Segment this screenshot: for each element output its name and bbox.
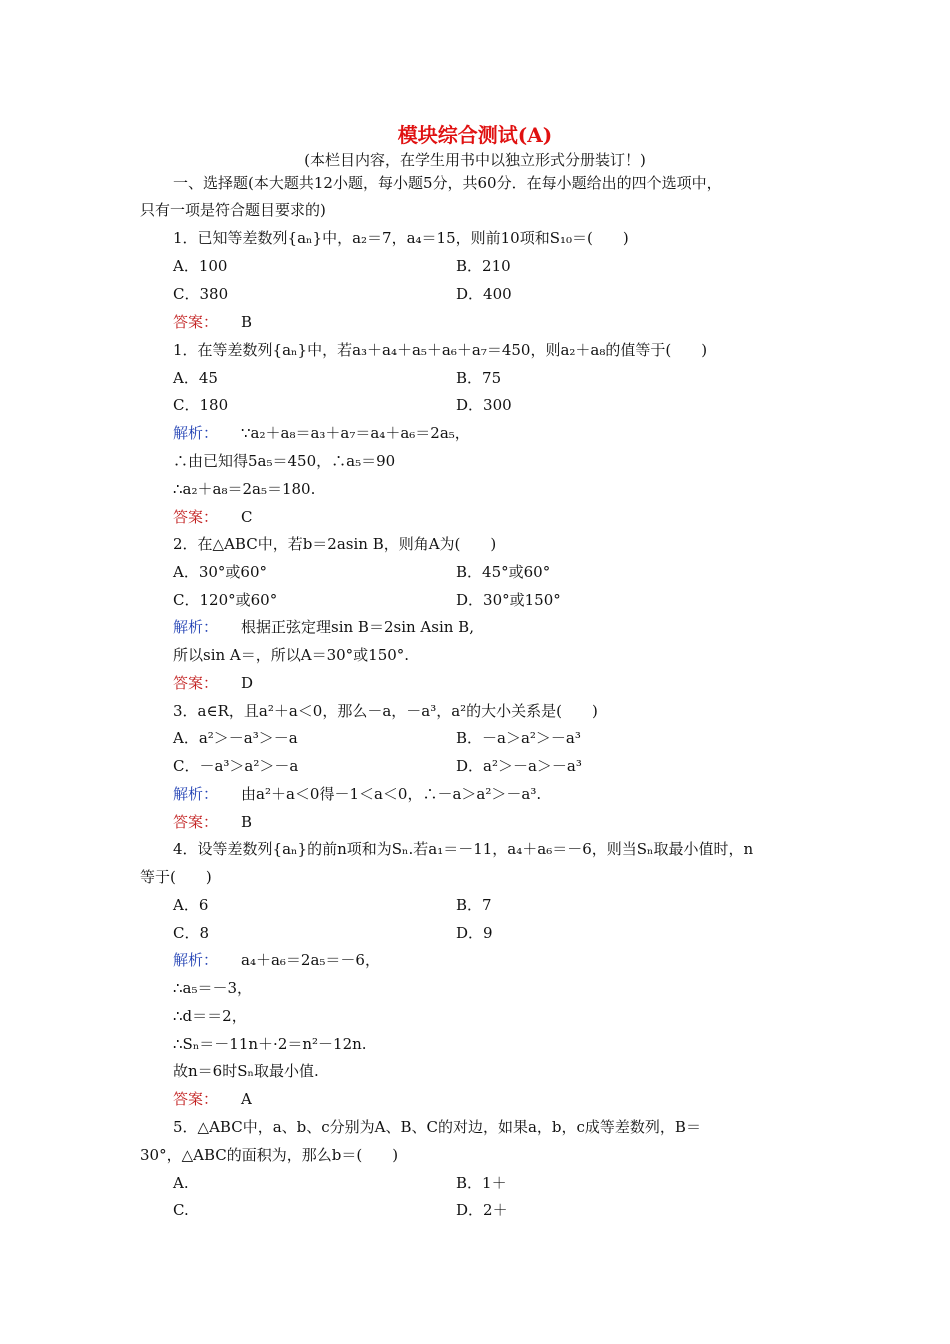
- question-1b-option-c: C．180: [173, 396, 229, 414]
- question-1b-option-a: A．45: [173, 369, 218, 387]
- question-2-analysis-line-2: 所以sin A＝，所以A＝30°或150°.: [173, 646, 410, 664]
- analysis-line: a₄＋a₆＝2a₅＝－6，: [241, 951, 380, 969]
- question-4-option-b: B．7: [456, 896, 492, 914]
- answer-label: 答案：: [173, 674, 219, 692]
- question-1b-analysis: [173, 422, 470, 444]
- analysis-line: 根据正弦定理sin B＝2sin Asin B,: [241, 618, 474, 636]
- question-3-option-d: D．a²＞－a＞－a³: [456, 757, 582, 775]
- question-2-option-b: B．45°或60°: [456, 563, 551, 581]
- analysis-label: 解析：: [173, 951, 219, 969]
- question-5-stem-line-2: 30°，△ABC的面积为，那么b＝( ): [140, 1146, 399, 1164]
- question-4-option-c: C．8: [173, 924, 210, 942]
- section-intro-line-1: 一、选择题(本大题共12小题，每小题5分，共60分．在每小题给出的四个选项中，: [173, 174, 722, 192]
- answer-value: A: [241, 1090, 252, 1108]
- question-4-analysis-line-3: ∴d＝＝2，: [173, 1007, 247, 1025]
- analysis-line: ∵a₂＋a₈＝a₃＋a₇＝a₄＋a₆＝2a₅，: [241, 424, 470, 442]
- question-1b-option-d: D．300: [456, 396, 512, 414]
- question-1a-stem: 1．已知等差数列{aₙ}中，a₂＝7，a₄＝15，则前10项和S₁₀＝( ): [173, 229, 629, 247]
- question-1b-stem: 1．在等差数列{aₙ}中，若a₃＋a₄＋a₅＋a₆＋a₇＝450，则a₂＋a₈的值等于( ): [173, 341, 708, 359]
- analysis-label: 解析：: [173, 424, 219, 442]
- question-4-stem-line-1: 4．设等差数列{aₙ}的前n项和为Sₙ.若a₁＝－11，a₄＋a₆＝－6，则当Sₙ取最小值时，n: [173, 840, 754, 858]
- answer-value: D: [241, 674, 254, 692]
- question-5-option-c: C.: [173, 1201, 189, 1219]
- question-5-option-a: A.: [173, 1174, 189, 1192]
- section-intro-line-2: 只有一项是符合题目要求的): [140, 201, 326, 219]
- question-2-option-d: D．30°或150°: [456, 591, 561, 609]
- question-1b-option-b: B．75: [456, 369, 502, 387]
- answer-value: C: [241, 508, 253, 526]
- question-4-analysis: [173, 949, 380, 971]
- question-1a-answer: [173, 311, 253, 333]
- question-4-option-d: D．9: [456, 924, 493, 942]
- question-1b-answer: [173, 506, 253, 528]
- question-3-stem: 3．a∈R，且a²＋a＜0，那么－a，－a³，a²的大小关系是( ): [173, 702, 598, 720]
- answer-value: B: [241, 313, 253, 331]
- page-subtitle: (本栏目内容，在学生用书中以独立形式分册装订！): [304, 151, 646, 169]
- question-4-answer: [173, 1088, 252, 1110]
- question-3-option-b: B．－a＞a²＞－a³: [456, 729, 581, 747]
- question-4-analysis-line-5: 故n＝6时Sₙ取最小值.: [173, 1062, 319, 1080]
- page-title: 模块综合测试(A): [397, 123, 553, 147]
- question-2-stem: 2．在△ABC中，若b＝2asin B，则角A为( ): [173, 535, 497, 553]
- question-2-option-c: C．120°或60°: [173, 591, 278, 609]
- question-5-stem-line-1: 5．△ABC中，a、b、c分别为A、B、C的对边，如果a，b，c成等差数列，B＝: [173, 1118, 701, 1136]
- question-2-option-a: A．30°或60°: [173, 563, 268, 581]
- question-1a-option-c: C．380: [173, 285, 229, 303]
- answer-label: 答案：: [173, 1090, 219, 1108]
- answer-label: 答案：: [173, 813, 219, 831]
- analysis-label: 解析：: [173, 618, 219, 636]
- question-1a-option-b: B．210: [456, 257, 511, 275]
- question-1b-analysis-line-3: ∴a₂＋a₈＝2a₅＝180.: [173, 480, 316, 498]
- question-1a-option-a: A．100: [173, 257, 228, 275]
- question-4-option-a: A．6: [173, 896, 209, 914]
- answer-label: 答案：: [173, 508, 219, 526]
- question-5-option-d: D．2＋: [456, 1201, 508, 1219]
- question-2-answer: [173, 672, 254, 694]
- analysis-label: 解析：: [173, 785, 219, 803]
- question-3-analysis: [173, 783, 542, 805]
- analysis-line: 由a²＋a＜0得－1＜a＜0，∴－a＞a²＞－a³.: [241, 785, 542, 803]
- question-3-option-c: C．－a³＞a²＞－a: [173, 757, 299, 775]
- question-1b-analysis-line-2: ∴由已知得5a₅＝450，∴a₅＝90: [173, 452, 396, 470]
- question-3-answer: [173, 811, 253, 833]
- question-3-option-a: A．a²＞－a³＞－a: [173, 729, 298, 747]
- question-4-analysis-line-2: ∴a₅＝－3，: [173, 979, 253, 997]
- question-5-option-b: B．1＋: [456, 1174, 507, 1192]
- question-4-analysis-line-4: ∴Sₙ＝－11n＋·2＝n²－12n.: [173, 1035, 367, 1053]
- question-2-analysis: [173, 616, 474, 638]
- question-1a-option-d: D．400: [456, 285, 512, 303]
- question-4-stem-line-2: 等于( ): [140, 868, 212, 886]
- answer-value: B: [241, 813, 253, 831]
- answer-label: 答案：: [173, 313, 219, 331]
